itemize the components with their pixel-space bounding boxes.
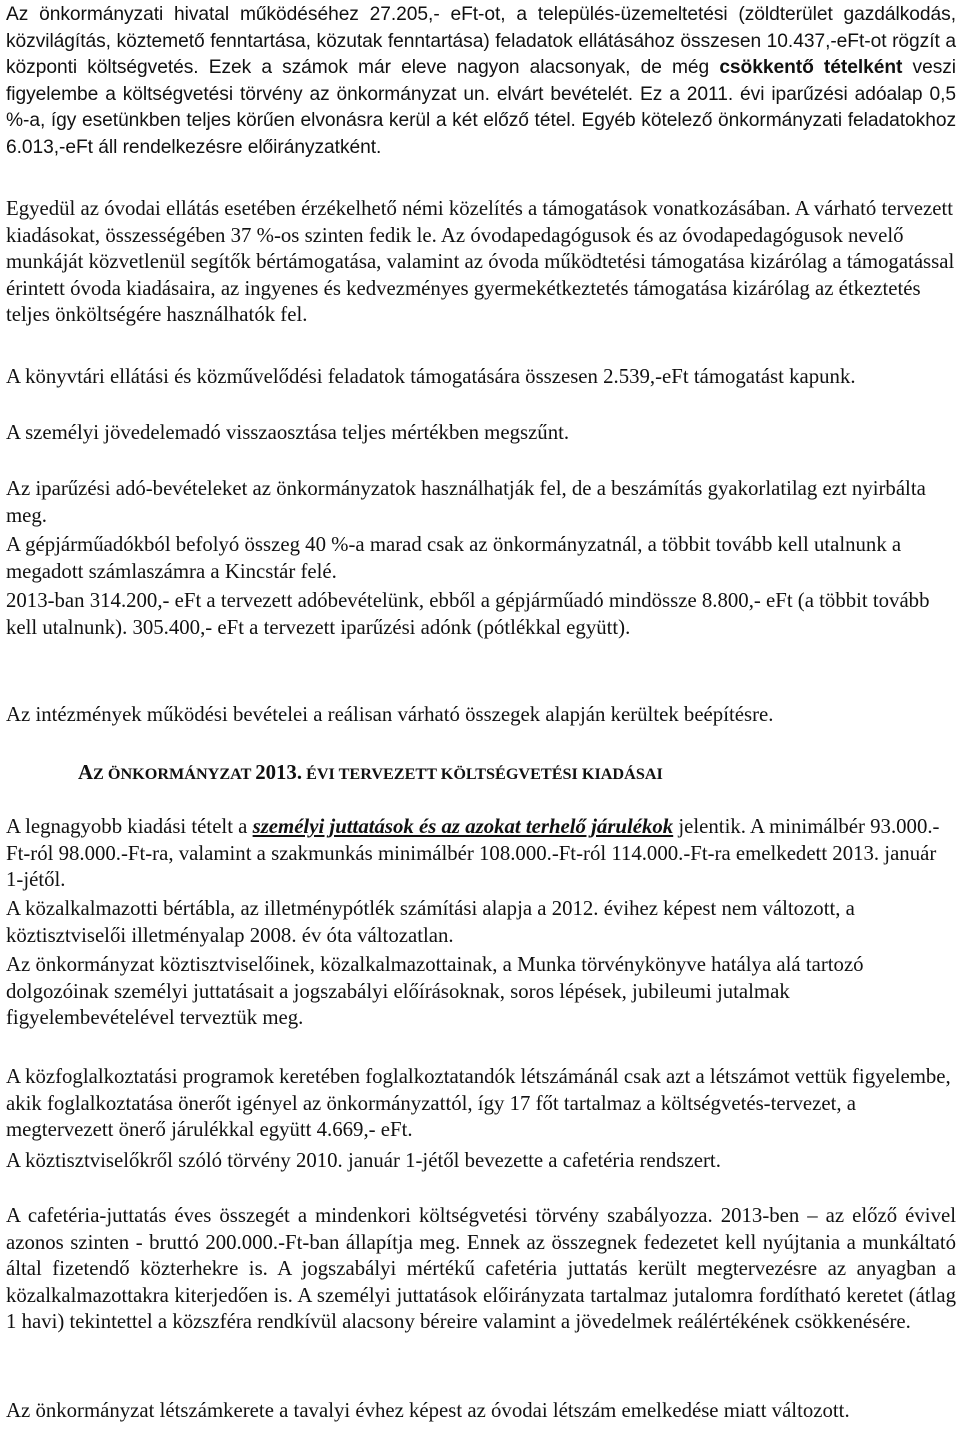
text-run: veszi figyelembe a költségvetési törvény az önkormányzat un. elvárt bevételét. Ez a 2011. évi iparűzési adóalap 0,5 %-a, így esetünkben teljes körűen elvonásra kerül a két előző tétel. Egyéb kötelező önkormányzati feladatokhoz 6.013,-eFt áll rendelkezésre előirányzatként.: [6, 57, 957, 158]
text-run: Az önkormányzati hivatal működéséhez 27.205,- eFt-ot, a település-üzemeltetési (zöldterület gazdálkodás, közvilágítás, köztemető fenntartása, közutak fenntartása) feladatok ellátásához összesen 10.437,-eFt-ot rögzít a központi költségvetés. Ezek a számok már eleve nagyon alacsonyak, de még: [6, 4, 956, 79]
heading-year: 2013.: [255, 761, 303, 784]
text-run: A legnagyobb kiadási tételt a: [6, 815, 253, 838]
heading-text: Z ÖNKORMÁNYZAT: [93, 765, 256, 783]
paragraph-library: A könyvtári ellátási és közművelődési feladatok támogatására összesen 2.539,-eFt támogatást kapunk.: [6, 365, 856, 388]
heading-initial: A: [78, 761, 94, 784]
paragraph-income-tax: A személyi jövedelemadó visszaosztása teljes mértékben megszűnt.: [6, 421, 570, 444]
text-run: Az óvodapedagógusok és az óvodapedagógusok nevelő munkáját közvetlenül segítők bértámogatása, valamint az óvoda működtetési támogatása kizárólag a támogatással érintett óvoda kiadásaira, az ingyenes és kedvezményes gyermekétkeztetés támogatása kizárólag az étkeztetés teljes önköltségére használhatók fel.: [6, 223, 955, 327]
text-run: jelentik. A minimálbér 93.000.- Ft-ról 98.000.-Ft-ra, valamint a szakmunkás minimálbér 108.000.-Ft-ról 114.000.-Ft-ra emelkedett 2013. január 1-jétől.: [6, 815, 940, 892]
paragraph-business-tax: Az iparűzési adó-bevételeket az önkormányzatok használhatják fel, de a beszámítás gyakorlatilag ezt nyirbálta meg.: [6, 477, 926, 527]
paragraph-employees: Az önkormányzat köztisztviselőinek, közalkalmazottainak, a Munka törvénykönyve hatálya alá tartozó dolgozóinak személyi juttatásait a jogszabályi előírásoknak, soros lépések, jubileumi jutalmak figyelembevételével terveztük meg.: [6, 953, 864, 1030]
section-heading: [78, 761, 663, 785]
heading-text: ÉVI TERVEZETT KÖLTSÉGVETÉSI KIADÁSAI: [302, 765, 663, 783]
paragraph-personnel-costs: [6, 814, 956, 894]
text-run: Egyedül az óvodai ellátás esetében érzékelhető némi közelítés a támogatások vonatkozásában. A várható tervezett kiadásokat, összességében 37 %-os szinten fedik le.: [6, 197, 954, 247]
paragraph-tax-revenue: 2013-ban 314.200,- eFt a tervezett adóbevételünk, ebből a gépjárműadó mindössze 8.800,- eFt (a többit tovább kell utalnunk). 305.400,- eFt a tervezett iparűzési adónk (pótlékkal együtt).: [6, 589, 930, 639]
paragraph-headcount: Az önkormányzat létszámkerete a tavalyi évhez képest az óvodai létszám emelkedése miatt változott.: [6, 1399, 850, 1422]
paragraph-budget-intro: [6, 2, 956, 162]
paragraph-vehicle-tax: A gépjárműadókból befolyó összeg 40 %-a marad csak az önkormányzatnál, a többit tovább kell utalnunk a megadott számlaszámra a Kincstár felé.: [6, 533, 902, 583]
paragraph-cafeteria: A cafetéria-juttatás éves összegét a mindenkori költségvetési törvény szabályozza. 2013-ben – az előző évivel azonos szinten - bruttó 200.000.-Ft-ban állapítja meg. Ennek az összegnek fedezetet kell nyújtania a munkáltató által fizetendő közterhekre is. A jogszabályi mértékű cafetéria juttatás került megtervezésre az anyagban a közalkalmazottakra kiterjedően is. A személyi juttatások előirányzata tartalmaz jutalomra fordítható keretet (átlag 1 havi) tekintettel a közszféra rendkívül alacsony béreire valamint a jövedelmek reálértékének csökkenésére.: [6, 1204, 956, 1334]
paragraph-cafeteria-law: A köztisztviselőkről szóló törvény 2010. január 1-jétől bevezette a cafetéria rendszert.: [6, 1149, 721, 1172]
paragraph-salary-table: A közalkalmazotti bértábla, az illetménypótlék számítási alapja a 2012. évihez képest nem változott, a köztisztviselői illetményalap 2008. év óta változatlan.: [6, 897, 855, 947]
paragraph-kindergarten: [6, 196, 956, 329]
paragraph-public-work: A közfoglalkoztatási programok keretében foglalkoztatandók létszámánál csak azt a létszámot vettük figyelembe, akik foglalkoztatása önerőt igényel az önkormányzattól, így 17 főt tartalmaz a költségvetés-tervezet, a megtervezett önerő járulékkal együtt 4.669,- eFt.: [6, 1065, 951, 1142]
emphasized-phrase: személyi juttatások és az azokat terhelő járulékok: [252, 815, 674, 838]
bold-phrase: csökkentő tételként: [719, 57, 903, 79]
paragraph-institution-revenue: Az intézmények működési bevételei a reálisan várható összegek alapján kerültek beépítésre.: [6, 703, 774, 726]
